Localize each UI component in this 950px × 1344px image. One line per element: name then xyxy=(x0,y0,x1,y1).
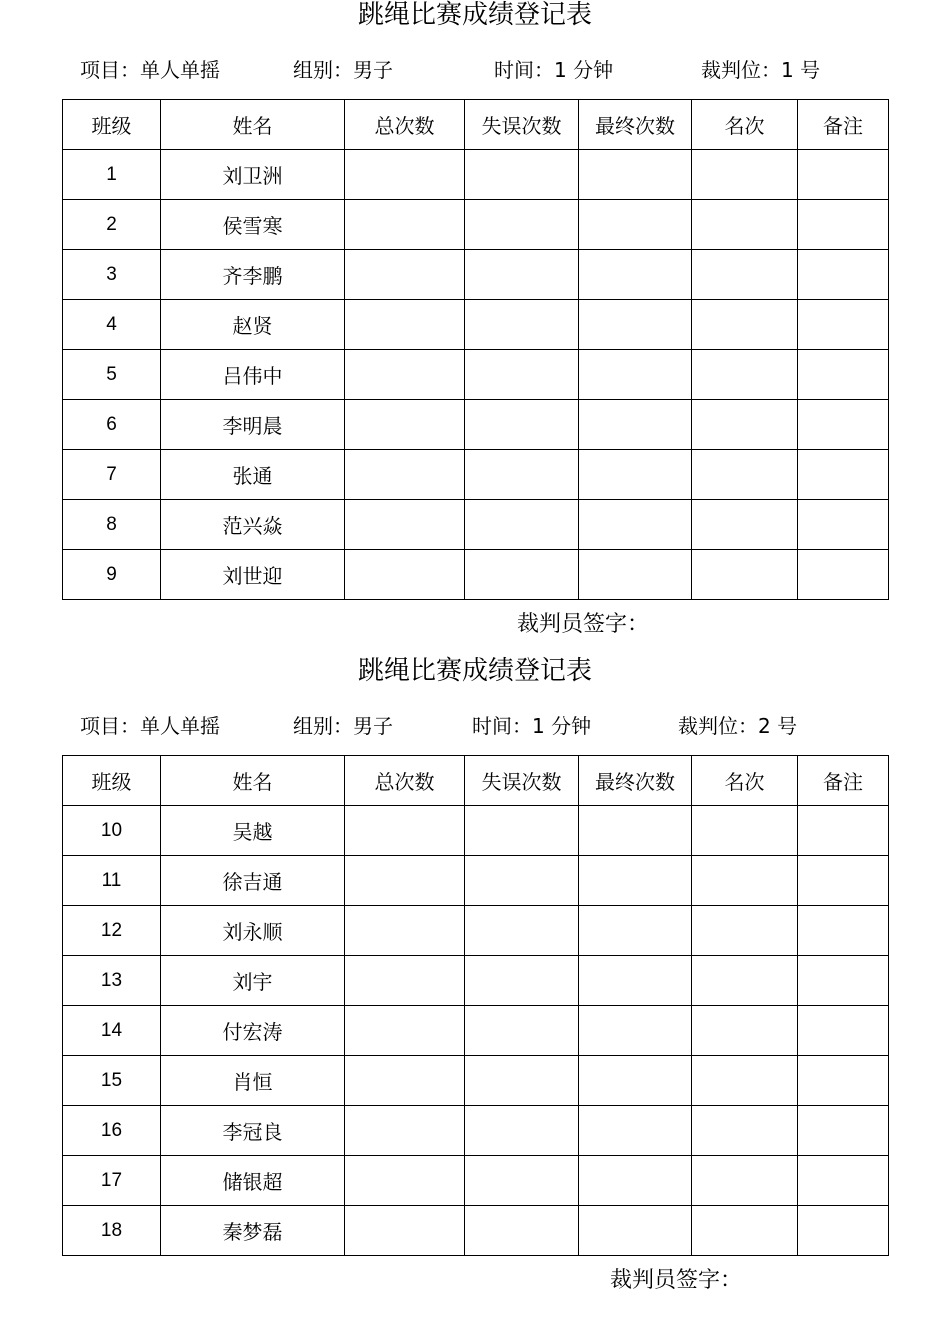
final-cell[interactable] xyxy=(579,956,692,1006)
total-cell[interactable] xyxy=(345,450,465,500)
final-cell[interactable] xyxy=(579,350,692,400)
rank-cell[interactable] xyxy=(692,250,798,300)
remark-cell[interactable] xyxy=(798,550,889,600)
class-cell: 17 xyxy=(63,1156,161,1206)
header-error-count: 失误次数 xyxy=(465,756,579,806)
class-cell: 7 xyxy=(63,450,161,500)
class-cell: 10 xyxy=(63,806,161,856)
total-cell[interactable] xyxy=(345,856,465,906)
final-cell[interactable] xyxy=(579,400,692,450)
rank-cell[interactable] xyxy=(692,450,798,500)
name-cell: 刘卫洲 xyxy=(161,150,345,200)
table-row xyxy=(63,550,889,600)
total-cell[interactable] xyxy=(345,1206,465,1256)
remark-cell[interactable] xyxy=(798,1206,889,1256)
final-cell[interactable] xyxy=(579,250,692,300)
class-cell: 8 xyxy=(63,500,161,550)
class-cell: 14 xyxy=(63,1006,161,1056)
error-cell[interactable] xyxy=(465,906,579,956)
table-row xyxy=(63,250,889,300)
class-cell: 18 xyxy=(63,1206,161,1256)
name-cell: 刘永顺 xyxy=(161,906,345,956)
remark-cell[interactable] xyxy=(798,300,889,350)
table-row xyxy=(63,1156,889,1206)
remark-cell[interactable] xyxy=(798,1006,889,1056)
name-cell: 范兴焱 xyxy=(161,500,345,550)
table-row xyxy=(63,906,889,956)
total-cell[interactable] xyxy=(345,400,465,450)
table-row xyxy=(63,1206,889,1256)
final-cell[interactable] xyxy=(579,150,692,200)
remark-cell[interactable] xyxy=(798,350,889,400)
error-cell[interactable] xyxy=(465,1206,579,1256)
final-cell[interactable] xyxy=(579,1006,692,1056)
rank-cell[interactable] xyxy=(692,200,798,250)
header-error-count: 失误次数 xyxy=(465,100,579,150)
name-cell: 张通 xyxy=(161,450,345,500)
final-cell[interactable] xyxy=(579,1056,692,1106)
table-row xyxy=(63,300,889,350)
table-row xyxy=(63,500,889,550)
remark-cell[interactable] xyxy=(798,400,889,450)
table-row xyxy=(63,1006,889,1056)
remark-cell[interactable] xyxy=(798,1056,889,1106)
class-cell: 13 xyxy=(63,956,161,1006)
name-cell: 李明晨 xyxy=(161,400,345,450)
class-cell: 11 xyxy=(63,856,161,906)
sheet-1-judge-position: 裁判位：1 号 xyxy=(701,58,821,82)
header-total-count: 总次数 xyxy=(345,100,465,150)
header-rank: 名次 xyxy=(692,100,798,150)
name-cell: 刘世迎 xyxy=(161,550,345,600)
table-row xyxy=(63,150,889,200)
sheet-2-project: 项目：单人单摇 xyxy=(80,714,220,738)
total-cell[interactable] xyxy=(345,500,465,550)
rank-cell[interactable] xyxy=(692,150,798,200)
remark-cell[interactable] xyxy=(798,1106,889,1156)
total-cell[interactable] xyxy=(345,350,465,400)
remark-cell[interactable] xyxy=(798,906,889,956)
remark-cell[interactable] xyxy=(798,200,889,250)
name-cell: 肖恒 xyxy=(161,1056,345,1106)
name-cell: 赵贤 xyxy=(161,300,345,350)
rank-cell[interactable] xyxy=(692,1156,798,1206)
total-cell[interactable] xyxy=(345,1156,465,1206)
table-row xyxy=(63,1106,889,1156)
class-cell: 9 xyxy=(63,550,161,600)
name-cell: 储银超 xyxy=(161,1156,345,1206)
final-cell[interactable] xyxy=(579,1206,692,1256)
remark-cell[interactable] xyxy=(798,450,889,500)
error-cell[interactable] xyxy=(465,400,579,450)
table-row xyxy=(63,450,889,500)
class-cell: 6 xyxy=(63,400,161,450)
remark-cell[interactable] xyxy=(798,150,889,200)
name-cell: 刘宇 xyxy=(161,956,345,1006)
class-cell: 12 xyxy=(63,906,161,956)
class-cell: 3 xyxy=(63,250,161,300)
final-cell[interactable] xyxy=(579,200,692,250)
error-cell[interactable] xyxy=(465,856,579,906)
header-final-count: 最终次数 xyxy=(579,756,692,806)
total-cell[interactable] xyxy=(345,1056,465,1106)
table-row xyxy=(63,400,889,450)
error-cell[interactable] xyxy=(465,1006,579,1056)
remark-cell[interactable] xyxy=(798,1156,889,1206)
class-cell: 2 xyxy=(63,200,161,250)
header-rank: 名次 xyxy=(692,756,798,806)
class-cell: 15 xyxy=(63,1056,161,1106)
sheet-2-judge-position: 裁判位：2 号 xyxy=(678,714,798,738)
sheet-1-title: 跳绳比赛成绩登记表 xyxy=(357,0,592,30)
rank-cell[interactable] xyxy=(692,1106,798,1156)
header-name: 姓名 xyxy=(161,100,345,150)
total-cell[interactable] xyxy=(345,806,465,856)
final-cell[interactable] xyxy=(579,1106,692,1156)
rank-cell[interactable] xyxy=(692,350,798,400)
total-cell[interactable] xyxy=(345,150,465,200)
total-cell[interactable] xyxy=(345,250,465,300)
class-cell: 16 xyxy=(63,1106,161,1156)
name-cell: 侯雪寒 xyxy=(161,200,345,250)
error-cell[interactable] xyxy=(465,956,579,1006)
table-row xyxy=(63,200,889,250)
error-cell[interactable] xyxy=(465,1156,579,1206)
final-cell[interactable] xyxy=(579,906,692,956)
error-cell[interactable] xyxy=(465,350,579,400)
error-cell[interactable] xyxy=(465,806,579,856)
sheet-1-score-table xyxy=(62,99,889,600)
final-cell[interactable] xyxy=(579,550,692,600)
total-cell[interactable] xyxy=(345,956,465,1006)
header-final-count: 最终次数 xyxy=(579,100,692,150)
total-cell[interactable] xyxy=(345,906,465,956)
sheet-2-title: 跳绳比赛成绩登记表 xyxy=(357,656,592,686)
header-name: 姓名 xyxy=(161,756,345,806)
header-class: 班级 xyxy=(63,756,161,806)
table-row xyxy=(63,350,889,400)
rank-cell[interactable] xyxy=(692,1006,798,1056)
remark-cell[interactable] xyxy=(798,856,889,906)
sheet-2-time: 时间：1 分钟 xyxy=(472,714,592,738)
header-remarks: 备注 xyxy=(798,100,889,150)
final-cell[interactable] xyxy=(579,1156,692,1206)
total-cell[interactable] xyxy=(345,1106,465,1156)
rank-cell[interactable] xyxy=(692,400,798,450)
sheet-1-group: 组别：男子 xyxy=(293,58,393,82)
error-cell[interactable] xyxy=(465,1106,579,1156)
name-cell: 付宏涛 xyxy=(161,1006,345,1056)
table-row xyxy=(63,956,889,1006)
total-cell[interactable] xyxy=(345,550,465,600)
error-cell[interactable] xyxy=(465,300,579,350)
table-row xyxy=(63,1056,889,1106)
name-cell: 秦梦磊 xyxy=(161,1206,345,1256)
header-total-count: 总次数 xyxy=(345,756,465,806)
rank-cell[interactable] xyxy=(692,550,798,600)
rank-cell[interactable] xyxy=(692,906,798,956)
table-header-row xyxy=(63,756,889,806)
sheet-2-judge-signature: 裁判员签字： xyxy=(610,1268,743,1293)
rank-cell[interactable] xyxy=(692,806,798,856)
error-cell[interactable] xyxy=(465,550,579,600)
remark-cell[interactable] xyxy=(798,956,889,1006)
sheet-1-judge-signature: 裁判员签字： xyxy=(517,612,650,637)
name-cell: 吕伟中 xyxy=(161,350,345,400)
table-row xyxy=(63,806,889,856)
header-remarks: 备注 xyxy=(798,756,889,806)
total-cell[interactable] xyxy=(345,300,465,350)
class-cell: 1 xyxy=(63,150,161,200)
final-cell[interactable] xyxy=(579,500,692,550)
rank-cell[interactable] xyxy=(692,500,798,550)
class-cell: 5 xyxy=(63,350,161,400)
name-cell: 徐吉通 xyxy=(161,856,345,906)
name-cell: 吴越 xyxy=(161,806,345,856)
rank-cell[interactable] xyxy=(692,1056,798,1106)
error-cell[interactable] xyxy=(465,150,579,200)
rank-cell[interactable] xyxy=(692,1206,798,1256)
rank-cell[interactable] xyxy=(692,856,798,906)
sheet-2-score-table xyxy=(62,755,889,1256)
table-row xyxy=(63,856,889,906)
error-cell[interactable] xyxy=(465,1056,579,1106)
rank-cell[interactable] xyxy=(692,300,798,350)
remark-cell[interactable] xyxy=(798,500,889,550)
error-cell[interactable] xyxy=(465,450,579,500)
remark-cell[interactable] xyxy=(798,806,889,856)
sheet-1-time: 时间：1 分钟 xyxy=(494,58,614,82)
sheet-2-group: 组别：男子 xyxy=(293,714,393,738)
final-cell[interactable] xyxy=(579,450,692,500)
error-cell[interactable] xyxy=(465,500,579,550)
remark-cell[interactable] xyxy=(798,250,889,300)
final-cell[interactable] xyxy=(579,806,692,856)
error-cell[interactable] xyxy=(465,200,579,250)
total-cell[interactable] xyxy=(345,200,465,250)
error-cell[interactable] xyxy=(465,250,579,300)
header-class: 班级 xyxy=(63,100,161,150)
sheet-1-project: 项目：单人单摇 xyxy=(80,58,220,82)
name-cell: 李冠良 xyxy=(161,1106,345,1156)
total-cell[interactable] xyxy=(345,1006,465,1056)
final-cell[interactable] xyxy=(579,300,692,350)
table-header-row xyxy=(63,100,889,150)
final-cell[interactable] xyxy=(579,856,692,906)
class-cell: 4 xyxy=(63,300,161,350)
rank-cell[interactable] xyxy=(692,956,798,1006)
name-cell: 齐李鹏 xyxy=(161,250,345,300)
